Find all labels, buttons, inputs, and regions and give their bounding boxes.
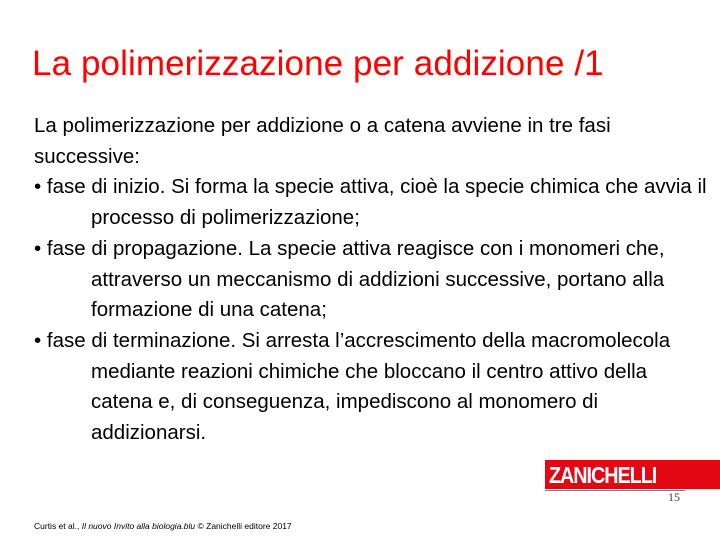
page-number: 15	[668, 490, 680, 504]
footer-divider	[545, 490, 685, 491]
bullet-marker: •	[34, 236, 42, 260]
footer-citation	[34, 521, 292, 531]
citation-book-title: Il nuovo Invito alla biologia.blu	[81, 521, 196, 531]
phase-term: fase di inizio	[46, 175, 160, 199]
citation-publisher: © Zanichelli editore 2017	[195, 521, 292, 531]
slide-body	[34, 111, 710, 449]
phase-description: . Si arresta l’accrescimento della macromolecola mediante reazioni chimiche che bloccano il centro attivo della catena e, di conseguenza, impediscono al monomero di addizionarsi.	[91, 328, 671, 445]
list-item	[34, 326, 710, 449]
list-item	[34, 172, 710, 233]
citation-authors: Curtis et al.,	[34, 521, 82, 531]
list-item	[34, 234, 710, 326]
logo-text: ZANICHELLI	[549, 462, 657, 488]
zanichelli-logo	[545, 460, 720, 489]
phase-term: fase di terminazione	[46, 328, 231, 352]
phase-term: fase di propagazione	[46, 236, 238, 260]
bullet-marker: •	[34, 175, 42, 199]
slide-title: La polimerizzazione per addizione /1	[32, 44, 604, 83]
intro-paragraph: La polimerizzazione per addizione o a catena avviene in tre fasi successive:	[34, 114, 611, 168]
bullet-marker: •	[34, 328, 42, 352]
phase-list	[34, 172, 710, 448]
phase-description: . La specie attiva reagisce con i monomeri che, attraverso un meccanismo di addizioni successive, portano alla formazione di una catena;	[91, 236, 665, 322]
phase-description: . Si forma la specie attiva, cioè la specie chimica che avvia il processo di polimerizzazione;	[91, 175, 707, 230]
